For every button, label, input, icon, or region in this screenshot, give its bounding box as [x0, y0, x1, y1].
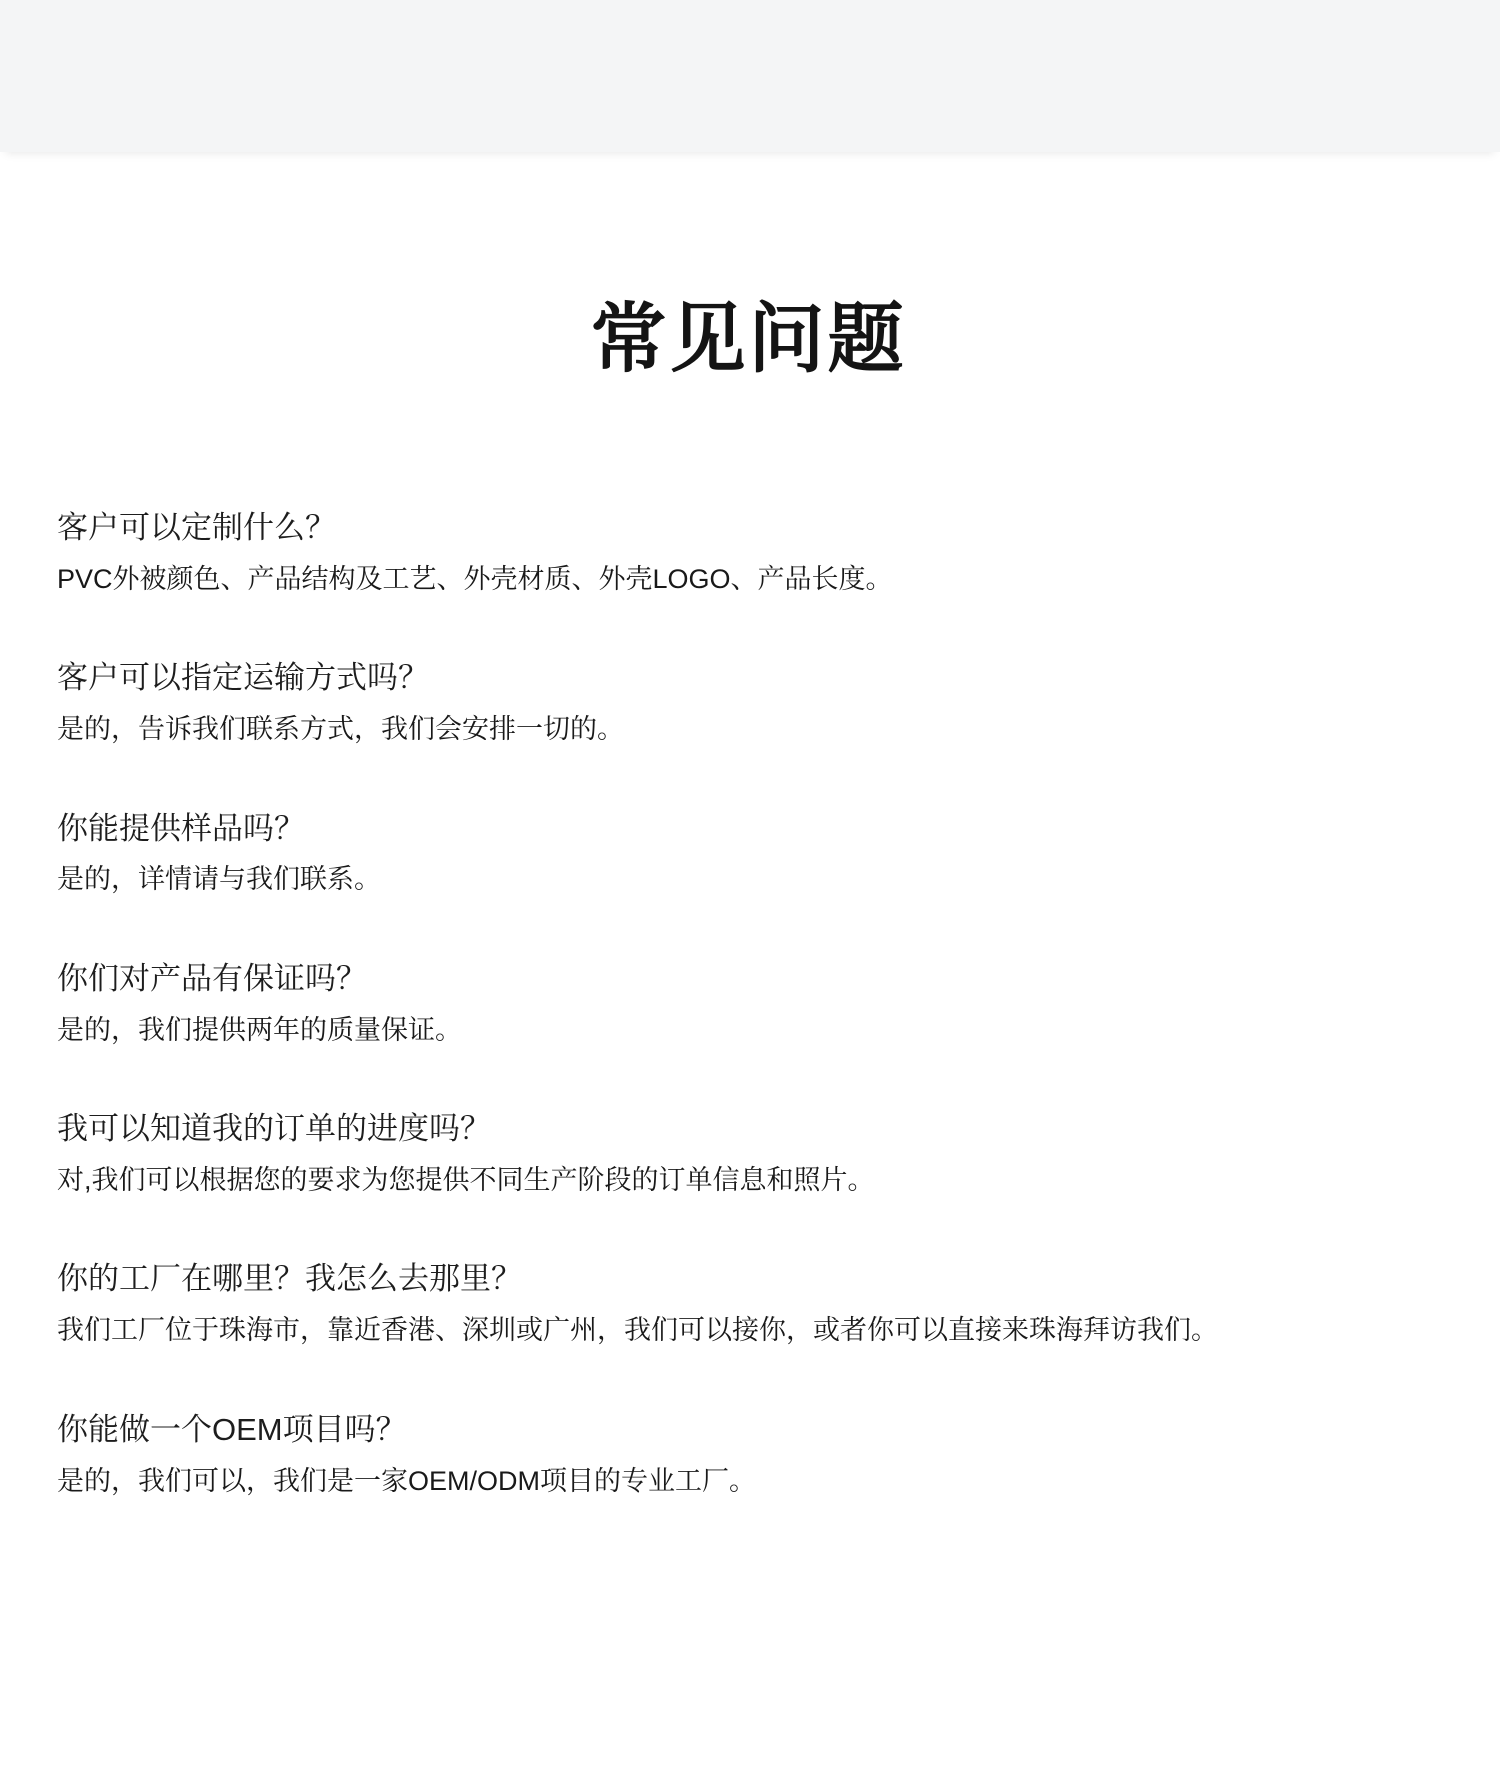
- faq-item: [57, 958, 1440, 1048]
- faq-item: [57, 1258, 1440, 1348]
- faq-answer: 对,我们可以根据您的要求为您提供不同生产阶段的订单信息和照片。: [57, 1164, 875, 1195]
- faq-item: [57, 808, 1440, 898]
- faq-content: [0, 292, 1500, 1499]
- faq-question: 你们对产品有保证吗？: [57, 960, 367, 996]
- faq-answer: 是的，我们提供两年的质量保证。: [57, 1014, 462, 1045]
- faq-answer: PVC外被颜色、产品结构及工艺、外壳材质、外壳LOGO、产品长度。: [57, 563, 893, 594]
- faq-item: [57, 1409, 1440, 1499]
- faq-question: 客户可以定制什么？: [57, 510, 336, 545]
- faq-question: 你能做一个OEM项目吗？: [57, 1411, 407, 1447]
- faq-question: 你能提供样品吗？: [57, 810, 305, 846]
- faq-item: [57, 1108, 1440, 1198]
- faq-question: 客户可以指定运输方式吗？: [57, 660, 429, 696]
- faq-question: 你的工厂在哪里？我怎么去那里？: [57, 1261, 522, 1297]
- faq-item: [57, 507, 1440, 597]
- faq-item: [57, 657, 1440, 747]
- faq-answer: 是的，我们可以，我们是一家OEM/ODM项目的专业工厂。: [57, 1465, 756, 1496]
- top-banner-strip: [0, 0, 1500, 152]
- faq-question: 我可以知道我的订单的进度吗？: [57, 1111, 491, 1147]
- faq-answer: 是的，详情请与我们联系。: [57, 864, 381, 895]
- faq-list: [57, 507, 1440, 1499]
- faq-answer: 是的，告诉我们联系方式，我们会安排一切的。: [57, 714, 624, 745]
- page-title: 常见问题: [590, 297, 907, 382]
- faq-answer: 我们工厂位于珠海市，靠近香港、深圳或广州，我们可以接你，或者你可以直接来珠海拜访我们。: [57, 1315, 1218, 1346]
